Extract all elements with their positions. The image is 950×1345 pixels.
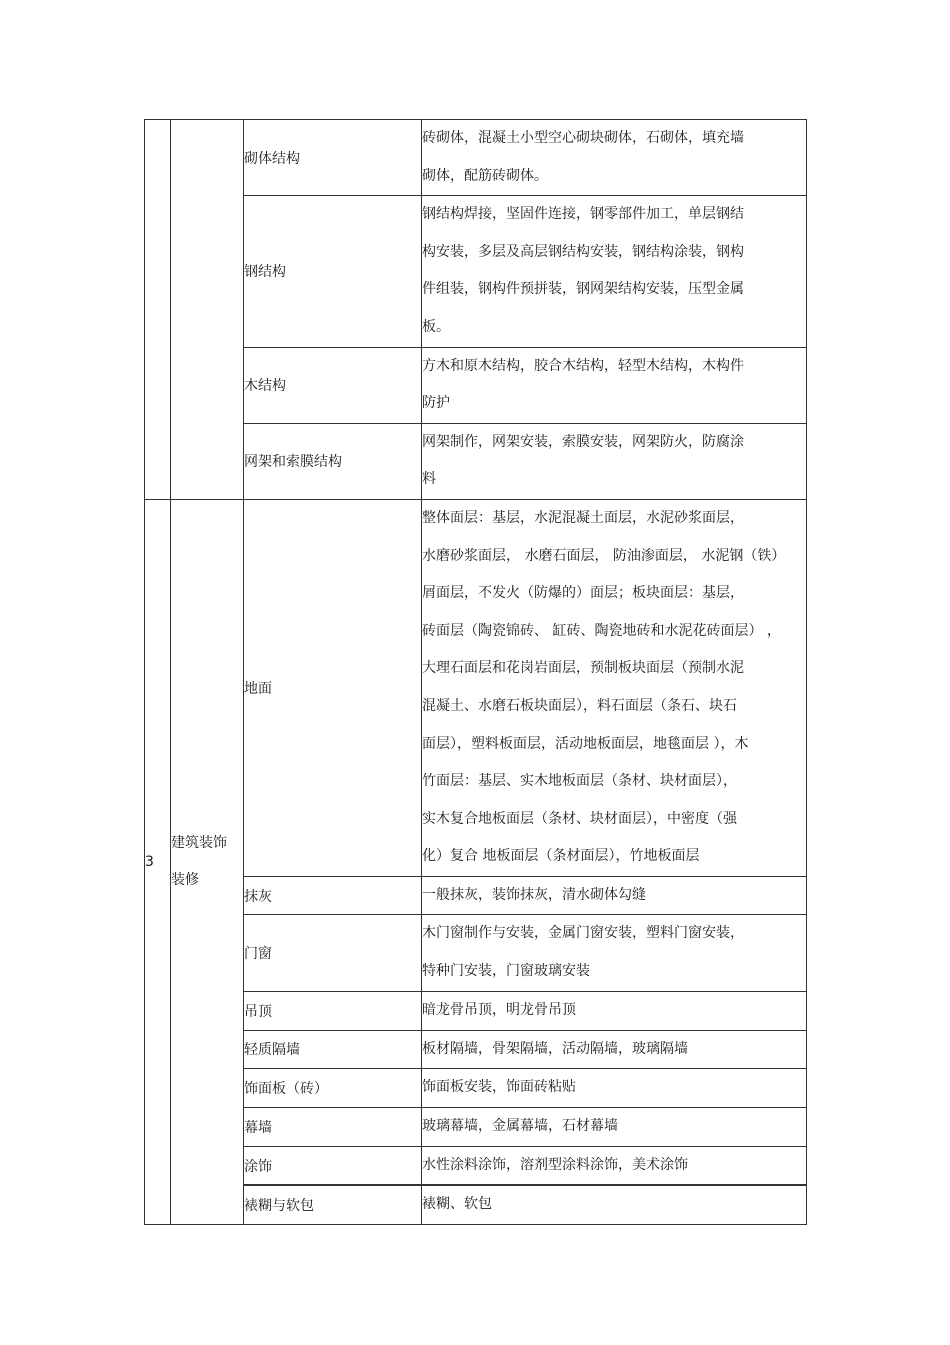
table-row: [145, 120, 807, 196]
table-row: [145, 1146, 807, 1185]
subitem-content: 水性涂料涂饰，溶剂型涂料涂饰，美术涂饰: [422, 1146, 807, 1185]
subitem-name: 吊顶: [244, 991, 422, 1030]
table-row: [145, 876, 807, 915]
subitem-name: 钢结构: [244, 196, 422, 347]
subitem-content: 木门窗制作与安装，金属门窗安装，塑料门窗安装， 特种门安装，门窗玻璃安装: [422, 915, 807, 991]
subitem-content: 裱糊、软包: [422, 1185, 807, 1224]
subitem-content: 玻璃幕墙，金属幕墙，石材幕墙: [422, 1108, 807, 1147]
table-row: [145, 991, 807, 1030]
subitem-content: 整体面层：基层，水泥混凝土面层，水泥砂浆面层， 水磨砂浆面层， 水磨石面层， 防油渗面层， 水泥钢（铁） 屑面层，不发火（防爆的）面层；板块面层：基层， 砖面层（陶瓷锦砖、 缸砖、陶瓷地砖和水泥花砖面层） ， 大理石面层和花岗岩面层，预制板块面层（预制水泥 混凝土、水磨石板块面层），料石面层（条石、块石 面层），塑料板面层，活动地板面层，地毯面层 ），木 竹面层：基层、实木地板面层（条材、块材面层）， 实木复合地板面层（条材、块材面层），中密度（强 化）复合 地板面层（条材面层），竹地板面层: [422, 499, 807, 876]
subitem-name: 地面: [244, 499, 422, 876]
table-row: [145, 915, 807, 991]
subitem-name: 饰面板（砖）: [244, 1069, 422, 1108]
subitem-content: 饰面板安装，饰面砖粘贴: [422, 1069, 807, 1108]
subitem-name: 抹灰: [244, 876, 422, 915]
row-number-cell: 3: [145, 499, 171, 1224]
subitem-content: 砖砌体，混凝土小型空心砌块砌体，石砌体，填充墙 砌体，配筋砖砌体。: [422, 120, 807, 196]
subitem-name: 裱糊与软包: [244, 1185, 422, 1224]
table-row: [145, 1030, 807, 1069]
subitem-name: 涂饰: [244, 1146, 422, 1185]
table-row: [145, 423, 807, 499]
subitem-content: 钢结构焊接，坚固件连接，钢零部件加工，单层钢结 构安装，多层及高层钢结构安装，钢结构涂装，钢构 件组装，钢构件预拼装，钢网架结构安装，压型金属 板。: [422, 196, 807, 347]
category-cell: [171, 120, 244, 500]
table-row: [145, 1108, 807, 1147]
category-cell: 建筑装饰 装修: [171, 499, 244, 1224]
table-row: [145, 347, 807, 423]
table-row: [145, 196, 807, 347]
row-number-cell: [145, 120, 171, 500]
subitem-content: 一般抹灰，装饰抹灰，清水砌体勾缝: [422, 876, 807, 915]
table-row: [145, 499, 807, 876]
table-row: [145, 1069, 807, 1108]
subitem-name: 轻质隔墙: [244, 1030, 422, 1069]
subitem-name: 幕墙: [244, 1108, 422, 1147]
subitem-content: 板材隔墙，骨架隔墙，活动隔墙，玻璃隔墙: [422, 1030, 807, 1069]
subitem-content: 暗龙骨吊顶，明龙骨吊顶: [422, 991, 807, 1030]
subitem-content: 方木和原木结构，胶合木结构，轻型木结构，木构件 防护: [422, 347, 807, 423]
subitem-content: 网架制作，网架安装，索膜安装，网架防火，防腐涂 料: [422, 423, 807, 499]
subitem-name: 木结构: [244, 347, 422, 423]
subitem-name: 门窗: [244, 915, 422, 991]
construction-spec-table: [144, 119, 807, 1225]
table-row: [145, 1185, 807, 1224]
subitem-name: 网架和索膜结构: [244, 423, 422, 499]
subitem-name: 砌体结构: [244, 120, 422, 196]
